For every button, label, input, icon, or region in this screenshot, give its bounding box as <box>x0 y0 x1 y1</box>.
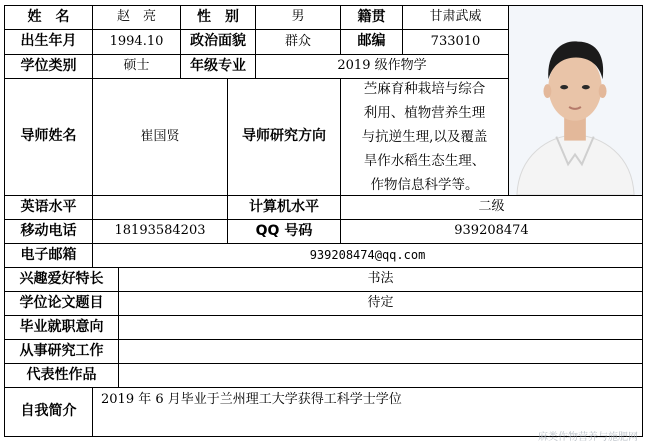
label-advisor-name: 导师姓名 <box>4 78 93 196</box>
value-email: 939208474@qq.com <box>92 243 643 268</box>
label-self-intro: 自我简介 <box>4 387 93 437</box>
label-mobile-phone: 移动电话 <box>4 219 93 244</box>
label-thesis-title: 学位论文题目 <box>4 291 119 316</box>
value-advisor-name: 崔国贤 <box>92 78 228 196</box>
label-native-place: 籍贯 <box>340 5 403 30</box>
label-political-status: 政治面貌 <box>180 29 256 55</box>
value-mobile-phone: 18193584203 <box>92 219 228 244</box>
value-hobbies: 书法 <box>118 267 643 292</box>
label-postal-code: 邮编 <box>340 29 403 55</box>
label-gender: 性 别 <box>180 5 256 30</box>
value-job-intention <box>118 315 643 340</box>
value-research-work <box>118 339 643 364</box>
watermark: 麻类作物营养与施肥网 <box>538 432 638 443</box>
value-computer-level: 二级 <box>340 195 643 220</box>
value-degree-type: 硕士 <box>92 54 181 79</box>
value-english-level <box>92 195 228 220</box>
label-advisor-research: 导师研究方向 <box>227 78 341 196</box>
value-thesis-title: 待定 <box>118 291 643 316</box>
label-qq-number: QQ 号码 <box>227 219 341 244</box>
label-degree-type: 学位类别 <box>4 54 93 79</box>
label-grade-major: 年级专业 <box>180 54 256 79</box>
label-job-intention: 毕业就职意向 <box>4 315 119 340</box>
label-name: 姓 名 <box>4 5 93 30</box>
value-grade-major: 2019 级作物学 <box>255 54 509 79</box>
value-postal-code: 733010 <box>402 29 509 55</box>
value-political-status: 群众 <box>255 29 341 55</box>
label-research-work: 从事研究工作 <box>4 339 119 364</box>
portrait-image <box>509 6 642 195</box>
value-native-place: 甘肃武威 <box>402 5 509 30</box>
label-hobbies: 兴趣爱好特长 <box>4 267 119 292</box>
value-birth-date: 1994.10 <box>92 29 181 55</box>
label-representative-works: 代表性作品 <box>4 363 119 388</box>
label-email: 电子邮箱 <box>4 243 93 268</box>
value-self-intro: 2019 年 6 月毕业于兰州理工大学获得工科学士学位 <box>92 387 643 437</box>
value-gender: 男 <box>255 5 341 30</box>
label-computer-level: 计算机水平 <box>227 195 341 220</box>
label-english-level: 英语水平 <box>4 195 93 220</box>
value-name: 赵 亮 <box>92 5 181 30</box>
value-qq-number: 939208474 <box>340 219 643 244</box>
profile-photo <box>508 5 643 196</box>
label-birth-date: 出生年月 <box>4 29 93 55</box>
value-representative-works <box>118 363 643 388</box>
value-advisor-research: 苎麻育种栽培与综合 利用、植物营养生理 与抗逆生理,以及覆盖 旱作水稻生态生理、 作物信息科学等。 <box>340 78 509 196</box>
